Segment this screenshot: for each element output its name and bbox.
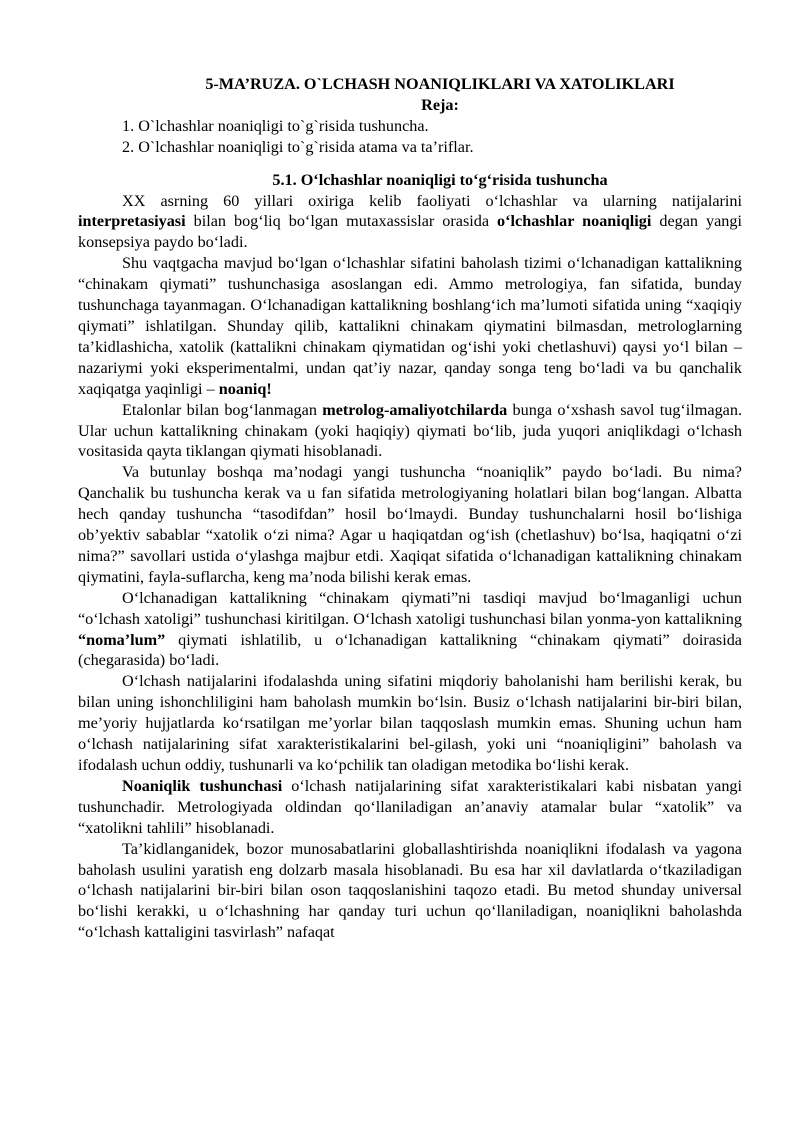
plan-item: 2. O`lchashlar noaniqligi to`g`risida atama va ta’riflar.	[122, 137, 474, 156]
paragraph-5: O‘lchanadigan kattalikning “chinakam qiymati”ni tasdiqi mavjud bo‘lmaganligi uchun “o‘lchash xatoligi” tushunchasi kiritilgan. O‘lchash xatoligi tushunchasi bilan yonma-yon kattalikning “noma’lum” qiymati ishlatilib, u o‘lchanadigan kattalikning “chinakam qiymati” doirasida (chegarasida) bo‘ladi.	[78, 588, 742, 670]
bold-term: Noaniqlik tushunchasi	[122, 776, 283, 795]
plan-list	[122, 116, 742, 158]
paragraph-6: O‘lchash natijalarini ifodalashda uning sifatini miqdoriy baholanishi ham berilishi kerak, bu bilan uning ishonchliligini ham baholash mumkin bo‘lsin. Busiz o‘lchash natijalarini bir-biri bilan, me’yoriy hujjatlarda ko‘rsatilgan me’yorlar bilan taqqoslash mumkin emas. Shuning uchun ham o‘lchash natijalarining sifat xarakteristikalarini bel-gilash, yoki uni “noaniqligini” baholash va ifodalash uchun oddiy, tushunarli va ko‘pchilik tan oladigan metodika bo‘lishi kerak.	[78, 672, 742, 774]
plan-item: 1. O`lchashlar noaniqligi to`g`risida tushuncha.	[122, 116, 429, 135]
paragraph-8: Ta’kidlanganidek, bozor munosabatlarini globallashtirishda noaniqlikni ifodalash va yagona baholash usulini yaratish eng dolzarb masala hisoblanadi. Bu esa har xil davlatlarda o‘tkaziladigan o‘lchash natijalarini bir-biri bilan oson taqqoslanishini taqozo etadi. Bu metod shunday universal bo‘lishi kerakki, u o‘lchashning har qanday turi uchun qo‘llaniladigan, noaniqlikni baholashda “o‘lchash kattaligini tasvirlash” nafaqat	[78, 839, 742, 942]
paragraph-4: Va butunlay boshqa ma’nodagi yangi tushuncha “noaniqlik” paydo bo‘ladi. Bu nima? Qanchalik bu tushuncha kerak va u fan sifatida metrologiyaning holatlari bilan bog‘langan. Albatta hech qanday tushuncha “tasodifdan” hosil bo‘lmaydi. Bunday tushunchalarni hosil bo‘lishiga ob’yektiv sabablar “xatolik o‘zi nima? Agar u haqiqatdan og‘ish (chetlashuv) bo‘lsa, haqiqatni o‘zi nima?” savollari ustida o‘ylashga majbur etdi. Xaqiqat sifatida o‘lchanadigan kattalikning chinakam qiymatini, fayla-suflarcha, keng ma’noda bilishi kerak emas.	[78, 463, 742, 586]
bold-term: noaniq!	[218, 379, 272, 398]
bold-term: metrolog-amaliyotchilarda	[322, 400, 508, 419]
bold-term: “noma’lum”	[78, 630, 166, 649]
lecture-title: 5-MA’RUZA. O`LCHASH NOANIQLIKLARI VA XATOLIKLARI	[205, 75, 675, 93]
plan-heading: Reja:	[421, 95, 459, 114]
paragraph-3: Etalonlar bilan bog‘lanmagan metrolog-amaliyotchilarda bunga o‘xshash savol tug‘ilmagan. Ular uchun kattalikning chinakam (yoki haqiqiy) qiymati bo‘lib, juda yuqori aniqlikdagi o‘lchash vositasida qayta tiklangan qiymati hisoblanadi.	[78, 400, 742, 461]
section-heading: 5.1. O‘lchashlar noaniqligi to‘g‘risida tushuncha	[272, 170, 608, 189]
bold-term: interpretasiyasi	[78, 212, 186, 231]
document-page	[78, 74, 742, 943]
paragraph-2: Shu vaqtgacha mavjud bo‘lgan o‘lchashlar sifatini baholash tizimi o‘lchanadigan kattalikning “chinakam qiymati” tushunchasiga asoslangan edi. Ammo metrologiya, fan sifatida, bunday tushunchaga tayanmagan. O‘lchanadigan kattalikning boshlang‘ich ma’lumoti sifatida uning “xaqiqiy qiymati” ishlatilgan. Shunday qilib, kattalikni chinakam qiymatini bilmasdan, metrologlarning ta’kidlashicha, xatolik (kattalikni chinakam qiymatidan og‘ishi yoki chetlashuvi) qaysi yo‘l bilan – nazariymi yoki eksperimentalmi, undan qat’iy nazar, qanday songa teng bo‘ladi va bu qanchalik xaqiqatga yaqinligi – noaniq!	[78, 254, 742, 398]
paragraph-1: XX asrning 60 yillari oxiriga kelib faoliyati o‘lchashlar va ularning natijalarini interpretasiyasi bilan bog‘liq bo‘lgan mutaxassislar orasida o‘lchashlar noaniqligi degan yangi konsepsiya paydo bo‘ladi.	[78, 191, 742, 252]
bold-term: o‘lchashlar noaniqligi	[497, 212, 652, 231]
paragraph-7: Noaniqlik tushunchasi o‘lchash natijalarining sifat xarakteristikalari kabi nisbatan yangi tushunchadir. Metrologiyada oldindan qo‘llaniladigan an’anaviy atamalar bular “xatolik” va “xatolikni tahlili” hisoblanadi.	[78, 776, 742, 837]
